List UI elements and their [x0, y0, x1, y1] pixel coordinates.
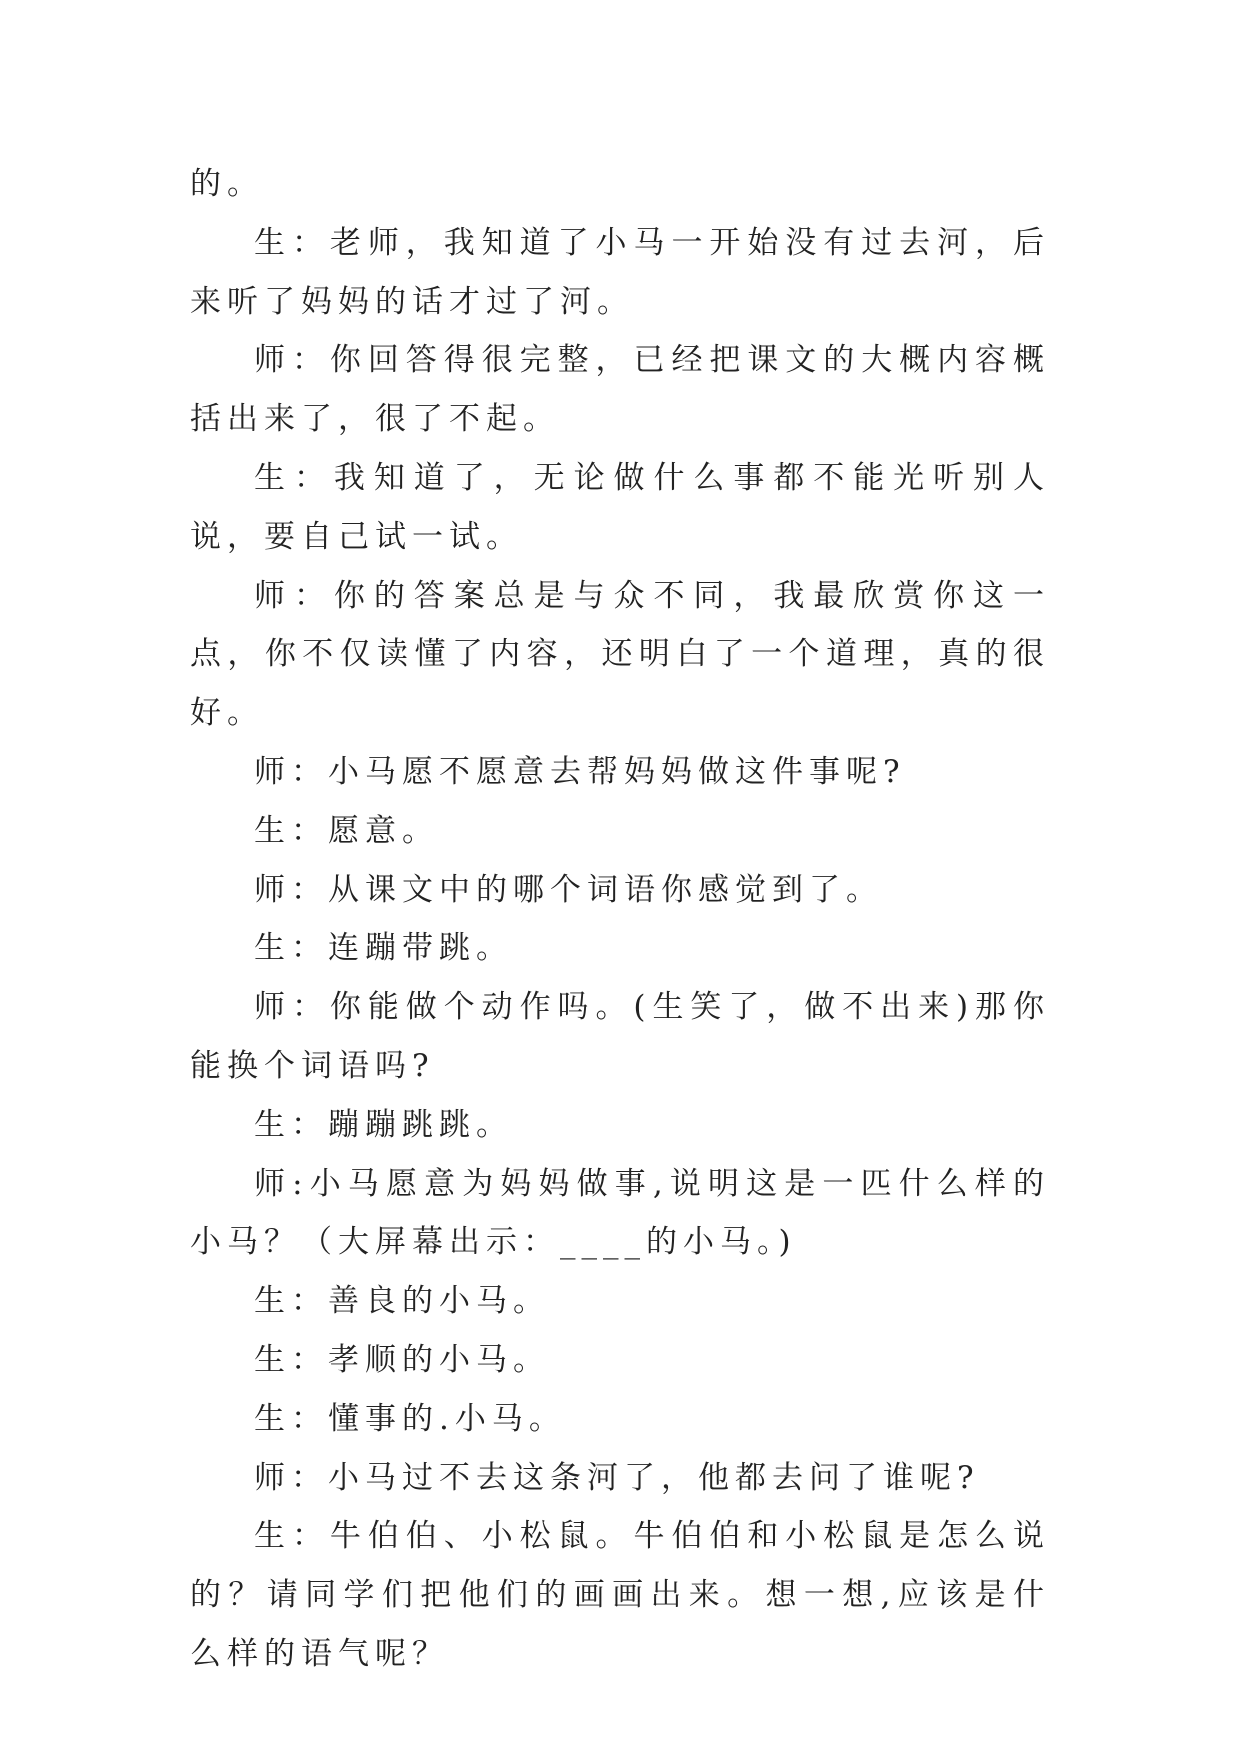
paragraph: 师：你回答得很完整，已经把课文的大概内容概括出来了，很了不起。	[190, 342, 1050, 438]
paragraph: 师:小马愿意为妈妈做事,说明这是一匹什么样的小马？（大屏幕出示：____的小马。)	[190, 1165, 1050, 1261]
paragraph: 师：小马愿不愿意去帮妈妈做这件事呢?	[254, 753, 906, 790]
paragraph: 生：懂事的.小马。	[254, 1400, 566, 1437]
paragraph: 生：善良的小马。	[254, 1283, 550, 1320]
paragraph: 生：孝顺的小马。	[254, 1341, 550, 1378]
paragraph: 师：你能做个动作吗。(生笑了，做不出来)那你能换个词语吗?	[190, 989, 1050, 1084]
paragraph: 师：小马过不去这条河了，他都去问了谁呢?	[254, 1459, 980, 1496]
paragraph: 师：从课文中的哪个词语你感觉到了。	[254, 871, 883, 908]
document-body	[190, 155, 1050, 1684]
paragraph: 生：愿意。	[254, 812, 439, 849]
paragraph: 生：牛伯伯、小松鼠。牛伯伯和小松鼠是怎么说的？请同学们把他们的画画出来。想一想,应该是什么样的语气呢？	[190, 1518, 1050, 1672]
paragraph: 生：我知道了，无论做什么事都不能光听别人说，要自己试一试。	[190, 459, 1050, 555]
paragraph: 生：连蹦带跳。	[254, 930, 513, 967]
paragraph: 生：老师，我知道了小马一开始没有过去河，后来听了妈妈的话才过了河。	[190, 224, 1050, 320]
paragraph: 生：蹦蹦跳跳。	[254, 1106, 513, 1143]
paragraph: 的。	[190, 166, 264, 202]
paragraph: 师：你的答案总是与众不同，我最欣赏你这一点，你不仅读懂了内容，还明白了一个道理，真的很好。	[190, 577, 1050, 732]
